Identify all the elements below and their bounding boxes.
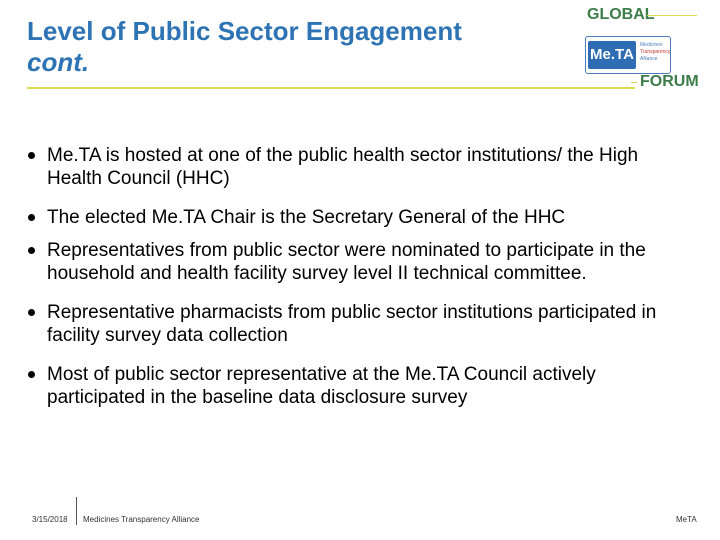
bullet-dot-icon (28, 214, 35, 221)
meta-forum-logo (577, 6, 699, 94)
bullet-text: Me.TA is hosted at one of the public health sector institutions/ the High Health Council (HHC) (47, 145, 639, 189)
title-line-1: Level of Public Sector Engagement (27, 16, 462, 46)
logo-forum-text: FORUM (640, 73, 699, 90)
logo-accent-line-bottom (631, 82, 637, 83)
bullet-item (27, 239, 697, 285)
title-divider (27, 87, 635, 89)
logo-box (585, 36, 671, 74)
logo-meta-mark: Me.TA (588, 41, 636, 69)
logo-global-text: GLOBAL (587, 6, 655, 23)
logo-tagline-line-3: Alliance (640, 56, 658, 62)
logo-tagline (640, 42, 670, 63)
bullet-dot-icon (28, 371, 35, 378)
bullet-item (27, 144, 697, 190)
bullet-dot-icon (28, 309, 35, 316)
bullet-text: Most of public sector representative at the Me.TA Council actively participated in the baseline data disclosure survey (47, 364, 596, 408)
bullet-list (27, 144, 697, 409)
logo-tagline-line-2: Transparency (640, 49, 671, 55)
bullet-text: Representatives from public sector were nominated to participate in the household and health facility survey level II technical committee. (47, 240, 646, 284)
logo-accent-line-top (647, 15, 697, 16)
footer-organization: Medicines Transparency Alliance (83, 515, 200, 524)
logo-tagline-line-1: Medicines (640, 42, 663, 48)
bullet-dot-icon (28, 247, 35, 254)
bullet-dot-icon (28, 152, 35, 159)
footer-brand: MeTA (676, 515, 697, 524)
title-line-2: cont. (27, 47, 90, 77)
bullet-text: The elected Me.TA Chair is the Secretary General of the HHC (47, 207, 566, 228)
bullet-item (27, 363, 697, 409)
slide-title (27, 16, 567, 78)
footer-divider (76, 497, 77, 525)
bullet-item (27, 301, 697, 347)
bullet-text: Representative pharmacists from public sector institutions participated in facility survey data collection (47, 302, 657, 346)
bullet-item (27, 206, 697, 229)
footer-date: 3/15/2018 (32, 515, 68, 524)
